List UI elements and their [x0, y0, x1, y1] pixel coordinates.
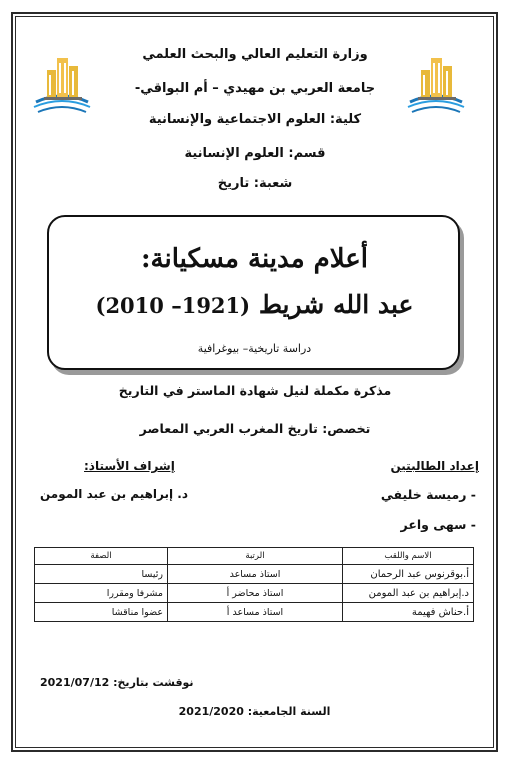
jury-member-name: د.إبراهيم بن عبد المومن — [343, 584, 474, 603]
table-row — [35, 603, 474, 622]
university-logo-right — [404, 50, 468, 120]
header-name: الاسم واللقب — [343, 548, 474, 565]
header-role: الصفة — [35, 548, 168, 565]
jury-member-role: رئيسا — [35, 565, 168, 584]
defense-date-value: 2021/07/12 — [40, 676, 110, 689]
branch-name: شعبة: تاريخ — [217, 176, 293, 191]
jury-member-rank: استاذ مساعد — [168, 565, 343, 584]
academic-year: السنة الجامعية: 2021/2020 — [178, 705, 331, 718]
jury-member-rank: استاذ مساعد أ — [168, 603, 343, 622]
table-row — [35, 584, 474, 603]
header-rank: الرتبة — [168, 548, 343, 565]
university-logo-left — [30, 50, 94, 120]
defense-date — [40, 676, 194, 689]
jury-member-role: عضوا مناقشا — [35, 603, 168, 622]
student-name-2: - سهى واعر — [400, 517, 476, 532]
thesis-purpose: مذكرة مكملة لنيل شهادة الماستر في التاريخ — [118, 383, 392, 398]
supervisor-label: إشراف الأستاذ: — [84, 459, 175, 473]
department-name: قسم: العلوم الإنسانية — [184, 146, 326, 161]
ministry-name: وزارة التعليم العالي والبحث العلمي — [142, 47, 368, 62]
student-name-1: - رميسة خليفي — [380, 487, 476, 502]
thesis-specialty: تخصص: تاريخ المغرب العربي المعاصر — [139, 421, 371, 436]
subject-years: (1921– 2010) — [95, 293, 251, 318]
thesis-title: أعلام مدينة مسكيانة: — [140, 244, 369, 274]
defense-date-label: نوقشت بتاريخ: — [113, 676, 194, 689]
university-name: جامعة العربي بن مهيدي – أم البواقي- — [134, 81, 376, 96]
jury-member-role: مشرفا ومقررا — [35, 584, 168, 603]
jury-member-name: أ.بوقرنوس عبد الرحمان — [343, 565, 474, 584]
thesis-subtitle: دراسة تاريخية– بيوغرافية — [197, 342, 312, 355]
thesis-subject — [0, 290, 509, 319]
jury-header-row — [35, 548, 474, 565]
jury-table — [34, 547, 474, 622]
students-label: إعداد الطالبتين — [390, 459, 479, 473]
jury-member-name: أ.حناش فهيمة — [343, 603, 474, 622]
table-row — [35, 565, 474, 584]
faculty-name: كلية: العلوم الاجتماعية والإنسانية — [148, 112, 362, 127]
supervisor-name: د. إبراهيم بن عبد المومن — [40, 487, 189, 501]
subject-name: عبد الله شريط — [258, 290, 414, 319]
jury-member-rank: استاذ محاضر أ — [168, 584, 343, 603]
